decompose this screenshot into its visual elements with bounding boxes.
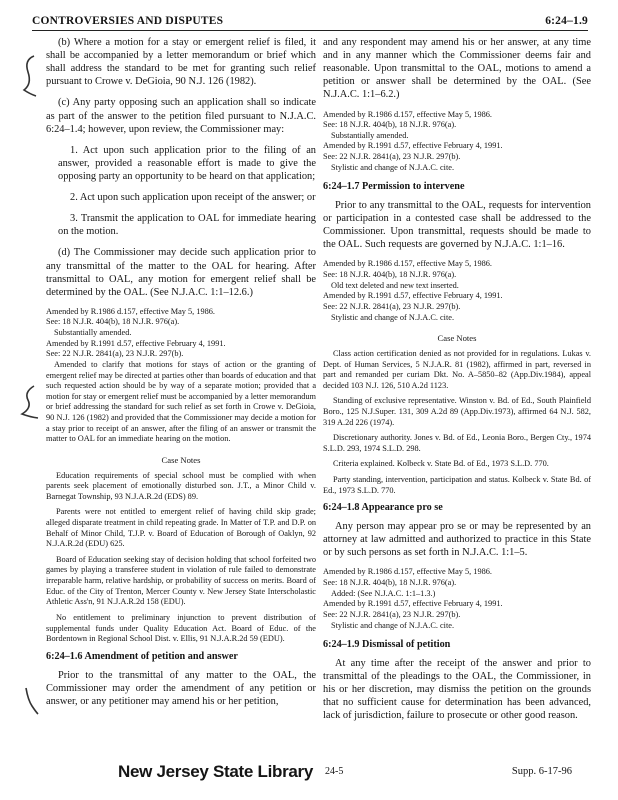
- margin-bracket-mark-bottom: [20, 686, 40, 716]
- history-line: Stylistic and change of N.J.A.C. cite.: [331, 312, 455, 322]
- history-line: Amended by R.1991 d.57, effective February 4, 1991.: [46, 338, 226, 348]
- history-line: See: 22 N.J.R. 2841(a), 23 N.J.R. 297(b).: [323, 609, 461, 619]
- history-notes: [323, 110, 591, 174]
- continued-text: and any respondent may amend his or her answer, at any time and in any manner which the Commissioner deems fair and reasonable. Upon transmittal to the OAL, motions to amend a petition or answer shall be determined by the OAL. (See N.J.A.C. 1:1–6.2.): [323, 37, 591, 101]
- page-footer: [118, 762, 572, 786]
- history-line: Added: (See N.J.A.C. 1:1–1.3.): [331, 588, 436, 598]
- case-note: Discretionary authority. Jones v. Bd. of Ed., Leonia Boro., Bergen Cty., 1974 S.L.D. 293, 1974 S.L.D. 298.: [323, 433, 591, 453]
- header-section-number: 6:24–1.9: [545, 15, 588, 27]
- case-note: Parents were not entitled to emergent relief of having child skip grade; alleged disparate treatment in child repeating grade. In Matter of T.P. and D.P. on Behalf of Minor Child, T.J.P. v. Board of Education of Borough of Oaklyn, 92 N.J.A.R.2d (EDU) 625.: [46, 507, 316, 549]
- paragraph-c: (c) Any party opposing such an application shall so indicate as part of the answer to the petition filed pursuant to N.J.A.C. 6:24–1.4; however, upon review, the Commissioner may:: [46, 97, 316, 135]
- history-line: Stylistic and change of N.J.A.C. cite.: [331, 162, 455, 172]
- header-title: CONTROVERSIES AND DISPUTES: [32, 15, 224, 27]
- list-item-2: 2. Act upon such application upon receipt of the answer; or: [70, 192, 316, 204]
- section-heading-1-6: 6:24–1.6 Amendment of petition and answer: [46, 650, 238, 662]
- history-line: Substantially amended.: [331, 130, 409, 140]
- history-line: Amended by R.1986 d.157, effective May 5, 1986.: [323, 109, 492, 119]
- case-note: Board of Education seeking stay of decision holding that school forfeited two games by playing a transferee student in violation of rule failed to demonstrate irreparable harm, relative hardship, or probability of success on merits. Board of Educ. of the City of Trenton, Mercer County v. New Jersey State Interscholastic Athletic Ass'n, 91 N.J.A.R.2d 158 (EDU).: [46, 554, 316, 607]
- section-text-1-7: Prior to any transmittal to the OAL, requests for intervention or participation in a contested case shall be addressed to the Commissioner. Upon transmittal, requests should be made to the OAL. Such requests are governed by N.J.A.C. 1:1–16.: [323, 200, 591, 251]
- case-note: Class action certification denied as not provided for in regulations. Lukas v. Dept. of Human Services, 5 N.J.A.R. 81 (1982), affirmed in part, reversed in part and remanded per curiam Dkt. No. A–5850–82 (App.Div.1984), appeal decided 103 N.J. 126, 510 A.2d 1123.: [323, 348, 591, 390]
- history-line: See: 18 N.J.R. 404(b), 18 N.J.R. 976(a).: [323, 270, 457, 280]
- paragraph-b: (b) Where a motion for a stay or emergent relief is filed, it shall be accompanied by a letter memorandum or brief which shall address the standard to be met for granting such relief pursuant to Crowe v. DeGioia, 90 N.J. 126 (1982).: [46, 37, 316, 88]
- history-line: See: 18 N.J.R. 404(b), 18 N.J.R. 976(a).: [46, 317, 180, 327]
- case-note: No entitlement to preliminary injunction to prevent distribution of supplemental funds under Quality Education Act. Board of Educ. of the Bordentown in Regional School Dist. v. Ellis, 91 N.J.A.R.2d 59 (EDU).: [46, 612, 316, 644]
- history-notes: [323, 259, 591, 323]
- history-line: Amended to clarify that motions for stays of action or the granting of emergent relief may be directed at parties other than boards of education and that such requested action should be by way of a separate motion; provided that a motion for stay or emergent relief must be accompanied by a letter memorandum or brief addressing the standard for such relief as set forth in Crowe v. DeGioia, 90 N.J. 126 (1982) and provided that the Commissioner may decide a motion for a stay prior to receipt of an answer, after the filing of an answer or transmit the matter to OAL for an immediate hearing on the motion.: [46, 359, 316, 444]
- section-text-1-8: Any person may appear pro se or may be represented by an attorney at law admitted and authorized to practice in this State or by such persons as set forth in N.J.A.C. 1:1–5.: [323, 521, 591, 559]
- history-line: See: 22 N.J.R. 2841(a), 23 N.J.R. 297(b).: [46, 349, 184, 359]
- history-line: See: 18 N.J.R. 404(b), 18 N.J.R. 976(a).: [323, 120, 457, 130]
- paragraph-d: (d) The Commissioner may decide such application prior to any transmittal of the matter to the OAL for hearing. After transmittal to OAL, any motion for emergent relief shall be determined by the OAL. (See N.J.A.C. 1:1–12.6.): [46, 247, 316, 298]
- left-column: [46, 36, 316, 716]
- history-line: Amended by R.1986 d.157, effective May 5, 1986.: [323, 259, 492, 269]
- history-line: See: 22 N.J.R. 2841(a), 23 N.J.R. 297(b).: [323, 151, 461, 161]
- list-item-3: 3. Transmit the application to OAL for immediate hearing on the motion.: [58, 213, 316, 238]
- case-notes-heading: Case Notes: [437, 333, 477, 344]
- history-line: Amended by R.1986 d.157, effective May 5, 1986.: [323, 567, 492, 577]
- page-number: 24-5: [325, 766, 344, 777]
- history-line: Substantially amended.: [54, 328, 132, 338]
- supplement-date: Supp. 6-17-96: [511, 766, 572, 777]
- section-heading-1-8: 6:24–1.8 Appearance pro se: [323, 502, 443, 514]
- section-heading-1-7: 6:24–1.7 Permission to intervene: [323, 181, 465, 193]
- section-heading-1-9: 6:24–1.9 Dismissal of petition: [323, 639, 451, 651]
- history-notes: [323, 567, 591, 631]
- margin-bracket-mark-top: [20, 52, 40, 98]
- right-column: [323, 36, 591, 731]
- history-line: See: 22 N.J.R. 2841(a), 23 N.J.R. 297(b).: [323, 301, 461, 311]
- history-line: Amended by R.1986 d.157, effective May 5, 1986.: [46, 306, 215, 316]
- history-line: Amended by R.1991 d.57, effective February 4, 1991.: [323, 599, 503, 609]
- history-line: Stylistic and change of N.J.A.C. cite.: [331, 620, 455, 630]
- case-note: Standing of exclusive representative. Winston v. Bd. of Ed., South Plainfield Boro., 125 N.J.Super. 131, 309 A.2d 89 (App.Div.1973), affirmed 64 N.J. 582, 319 A.2d 226 (1974).: [323, 396, 591, 427]
- running-header: [32, 10, 588, 31]
- history-line: Old text deleted and new text inserted.: [331, 280, 459, 290]
- case-note: Party standing, intervention, participation and status. Kolbeck v. State Bd. of Ed., 1973 S.L.D. 770.: [323, 475, 591, 495]
- case-note: Education requirements of special school must be complied with when parents seek placement of emotionally disturbed son. J.T., a Minor Child v. Barnegat Township, 93 N.J.A.R.2d (EDS) 89.: [46, 470, 316, 501]
- history-line: Amended by R.1991 d.57, effective February 4, 1991.: [323, 291, 503, 301]
- library-stamp: New Jersey State Library: [118, 762, 314, 781]
- case-note: Criteria explained. Kolbeck v. State Bd. of Ed., 1973 S.L.D. 770.: [333, 459, 549, 469]
- history-line: See: 18 N.J.R. 404(b), 18 N.J.R. 976(a).: [323, 578, 457, 588]
- section-text-1-9: At any time after the receipt of the answer and prior to transmittal of the pleadings to the OAL, the Commissioner, in his or her discretion, may dismiss the petition on the grounds that no sufficient cause for determination has been advanced, lack of jurisdiction, failure to prosecute or other good reason.: [323, 657, 591, 722]
- margin-bracket-mark-middle: [18, 384, 40, 420]
- history-line: Amended by R.1991 d.57, effective February 4, 1991.: [323, 141, 503, 151]
- section-text-1-6: Prior to the transmittal of any matter to the OAL, the Commissioner may order the amendment of any petition or answer, or any petitioner may amend his or her petition,: [46, 669, 316, 707]
- list-item-1: 1. Act upon such application prior to the filing of an answer, provided a reasonable effort is made to give the opposing party an opportunity to be heard on that application;: [58, 144, 316, 182]
- history-notes: [46, 307, 316, 445]
- case-notes-heading: Case Notes: [161, 454, 201, 465]
